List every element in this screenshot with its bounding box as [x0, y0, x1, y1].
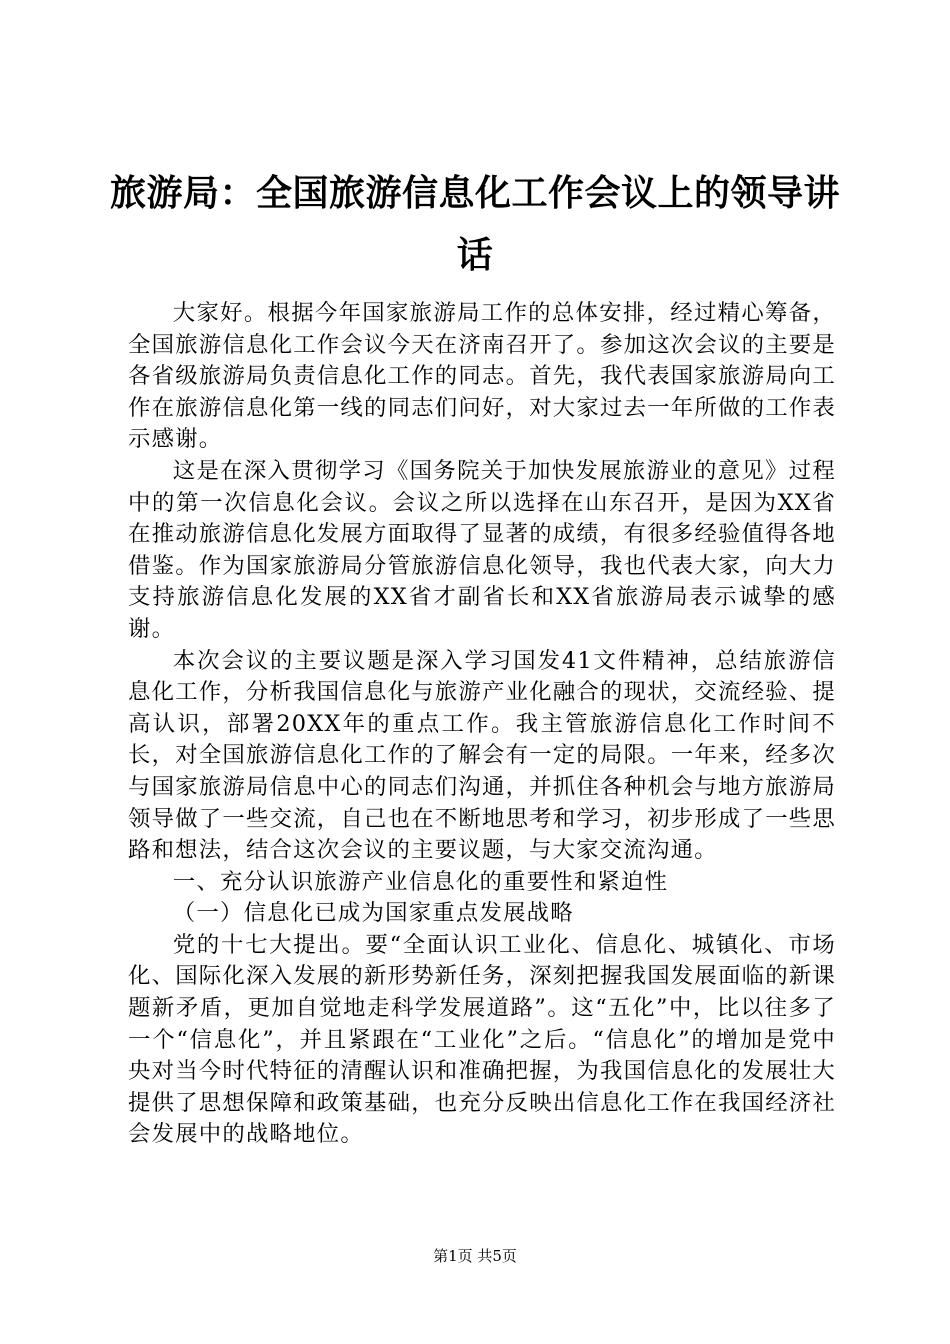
document-body [128, 298, 836, 1151]
paragraph-informatization-strategy: 党的十七大提出。要“全面认识工业化、信息化、城镇化、市场化、国际化深入发展的新形势新任务，深刻把握我国发展面临的新课题新矛盾，更加自觉地走科学发展道路”。这“五化”中，比以往多了一个“信息化”，并且紧跟在“工业化”之后。“信息化”的增加是党中央对当今时代特征的清醒认识和准确把握，为我国信息化的发展壮大提供了思想保障和政策基础，也充分反映出信息化工作在我国经济社会发展中的战略地位。 [128, 931, 836, 1148]
paragraph-greeting: 大家好。根据今年国家旅游局工作的总体安排，经过精心筹备，全国旅游信息化工作会议今天在济南召开了。参加这次会议的主要是各省级旅游局负责信息化工作的同志。首先，我代表国家旅游局向工作在旅游信息化第一线的同志们问好，对大家过去一年所做的工作表示感谢。 [128, 300, 836, 453]
paragraph-meeting-agenda: 本次会议的主要议题是深入学习国发41文件精神，总结旅游信息化工作，分析我国信息化与旅游产业化融合的现状，交流经验、提高认识，部署20XX年的重点工作。我主管旅游信息化工作时间不长，对全国旅游信息化工作的了解会有一定的局限。一年来，经多次与国家旅游局信息中心的同志们沟通，并抓住各种机会与地方旅游局领导做了一些交流，自己也在不断地思考和学习，初步形成了一些思路和想法，结合这次会议的主要议题，与大家交流沟通。 [128, 647, 836, 864]
paragraph-meeting-context: 这是在深入贯彻学习《国务院关于加快发展旅游业的意见》过程中的第一次信息化会议。会议之所以选择在山东召开，是因为XX省在推动旅游信息化发展方面取得了显著的成绩，有很多经验值得各地借鉴。作为国家旅游局分管旅游信息化领导，我也代表大家，向大力支持旅游信息化发展的XX省才副省长和XX省旅游局表示诚挚的感谢。 [128, 457, 836, 642]
subsection-heading: （一）信息化已成为国家重点发展战略 [172, 900, 574, 927]
page-footer: 第1页 共5页 [433, 1247, 517, 1265]
document-title: 旅游局：全国旅游信息化工作会议上的领导讲话 [110, 173, 841, 276]
section-heading: 一、充分认识旅游产业信息化的重要性和紧迫性 [172, 868, 669, 895]
